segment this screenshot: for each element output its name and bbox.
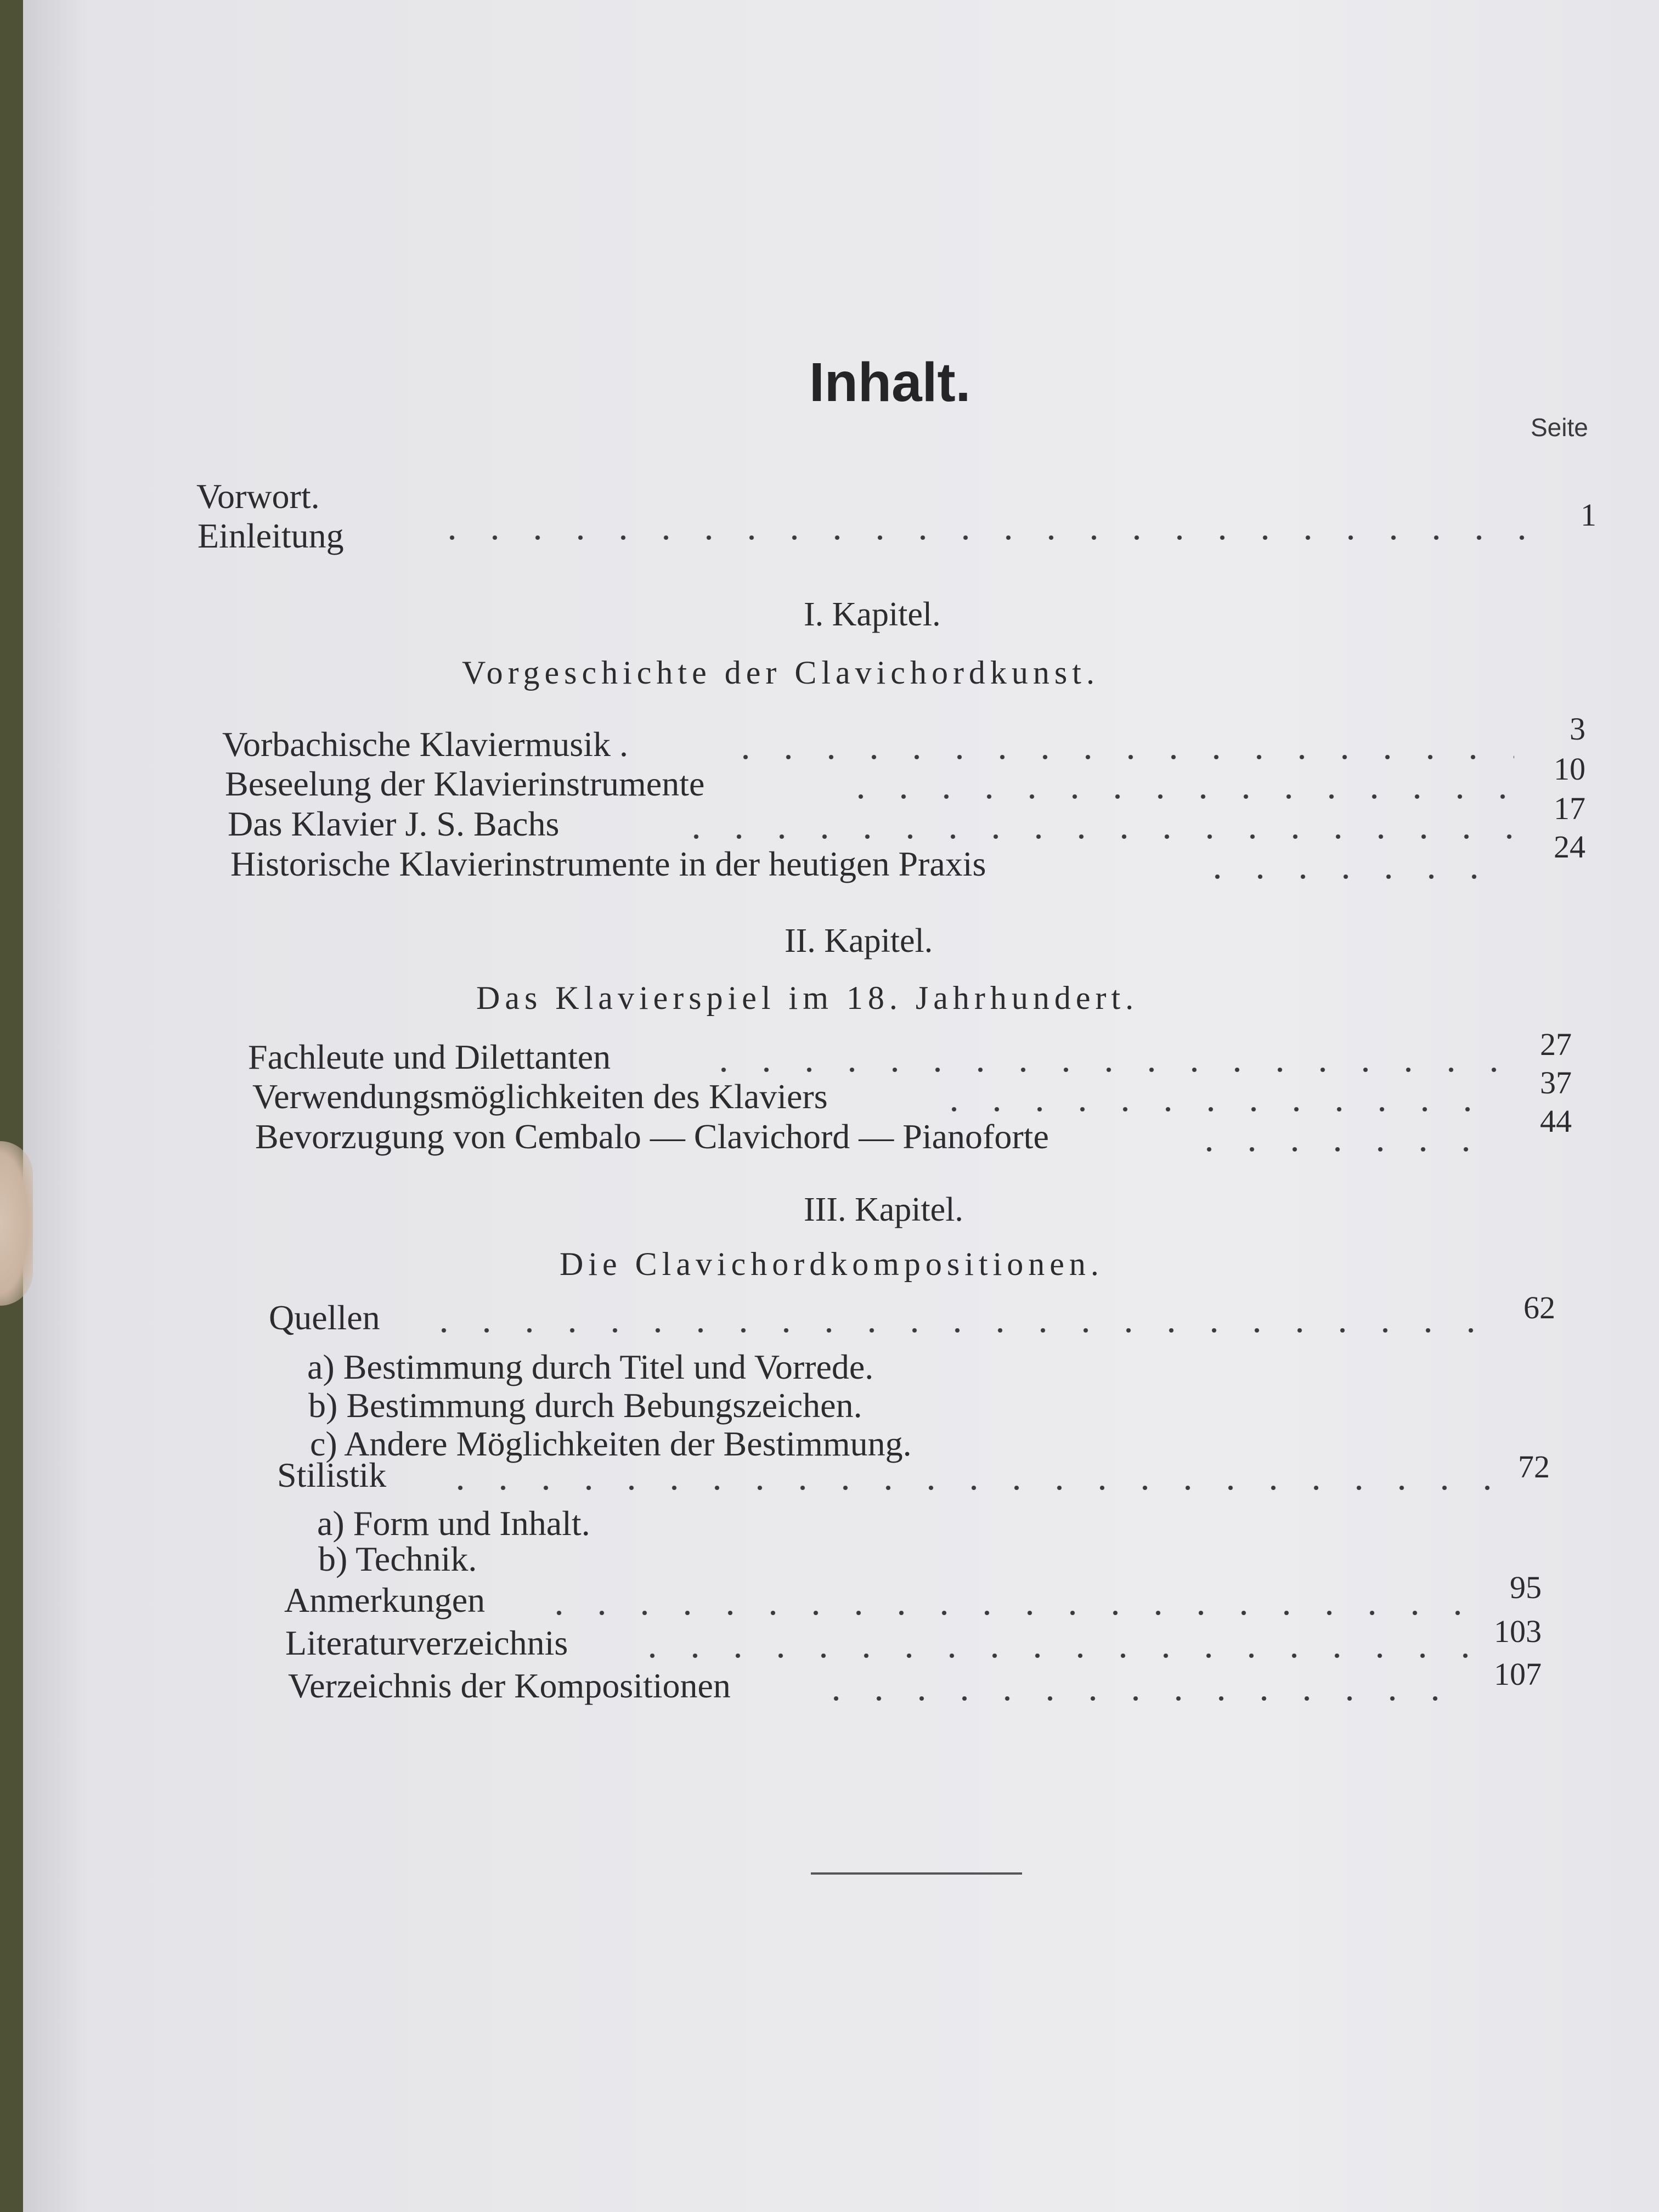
- toc-entry: Stilistik: [277, 1455, 387, 1494]
- chapter-heading: III. Kapitel.: [804, 1191, 963, 1228]
- chapter-heading: I. Kapitel.: [804, 596, 941, 633]
- toc-entry: Fachleute und Dilettanten: [248, 1037, 611, 1076]
- page-number: 27: [1540, 1026, 1572, 1062]
- dot-leader: [439, 1486, 1492, 1490]
- thumb: [0, 1141, 33, 1306]
- toc-subentry: a) Form und Inhalt.: [317, 1504, 590, 1543]
- seite-label: Seite: [1531, 413, 1588, 442]
- page-number: 107: [1494, 1656, 1542, 1692]
- toc-entry: Anmerkungen: [284, 1581, 486, 1620]
- dot-leader: [422, 1328, 1498, 1333]
- page-title: Inhalt.: [809, 352, 971, 413]
- toc-subentry: b) Bestimmung durch Bebungszeichen.: [308, 1386, 862, 1425]
- page-number: 10: [1554, 751, 1585, 787]
- dot-leader: [431, 535, 1525, 540]
- closing-rule: [811, 1872, 1022, 1875]
- dot-leader: [724, 755, 1514, 759]
- page-number: 72: [1518, 1449, 1550, 1485]
- page-number: 62: [1523, 1290, 1555, 1325]
- chapter-subtitle: Das Klavierspiel im 18. Jahrhundert.: [476, 980, 1139, 1016]
- dot-leader: [675, 834, 1514, 839]
- toc-entry: Bevorzugung von Cembalo — Clavichord — Pianoforte: [255, 1117, 1049, 1156]
- toc-subentry: b) Technik.: [318, 1539, 477, 1578]
- toc-entry-vorwort: Vorwort.: [196, 477, 320, 516]
- dot-leader: [631, 1654, 1481, 1658]
- toc-entry-einleitung: Einleitung: [198, 516, 344, 555]
- page-number: 24: [1554, 829, 1585, 865]
- page-number: 1: [1581, 497, 1596, 533]
- page-number: 3: [1570, 711, 1585, 747]
- page-number: 95: [1510, 1570, 1542, 1605]
- dot-leader: [815, 1696, 1473, 1701]
- chapter-subtitle: Vorgeschichte der Clavichordkunst.: [462, 654, 1099, 691]
- page-number: 37: [1540, 1065, 1572, 1101]
- chapter-heading: II. Kapitel.: [785, 922, 933, 960]
- toc-subentry: a) Bestimmung durch Titel und Vorrede.: [307, 1347, 874, 1386]
- dot-leader: [702, 1068, 1503, 1072]
- toc-entry: Historische Klavierinstrumente in der heutigen Praxis: [230, 844, 986, 883]
- toc-entry: Verwendungsmöglichkeiten des Klaviers: [252, 1077, 828, 1116]
- toc-entry: Literaturverzeichnis: [285, 1623, 568, 1662]
- toc-entry: Beseelung der Klavierinstrumente: [225, 764, 705, 803]
- page-number: 103: [1494, 1613, 1542, 1649]
- dot-leader: [1196, 874, 1514, 879]
- dot-leader: [1188, 1147, 1503, 1152]
- toc-entry: Quellen: [269, 1298, 380, 1337]
- toc-entry: Das Klavier J. S. Bachs: [228, 804, 560, 843]
- dot-leader: [538, 1611, 1481, 1615]
- page-number: 17: [1554, 791, 1585, 826]
- dot-leader: [839, 794, 1514, 799]
- chapter-subtitle: Die Clavichordkompositionen.: [560, 1246, 1104, 1282]
- toc-entry: Verzeichnis der Kompositionen: [288, 1666, 731, 1705]
- dot-leader: [933, 1107, 1503, 1111]
- toc-subentry: c) Andere Möglichkeiten der Bestimmung.: [310, 1424, 912, 1463]
- page-number: 44: [1540, 1103, 1572, 1139]
- toc-entry: Vorbachische Klaviermusik .: [222, 725, 628, 764]
